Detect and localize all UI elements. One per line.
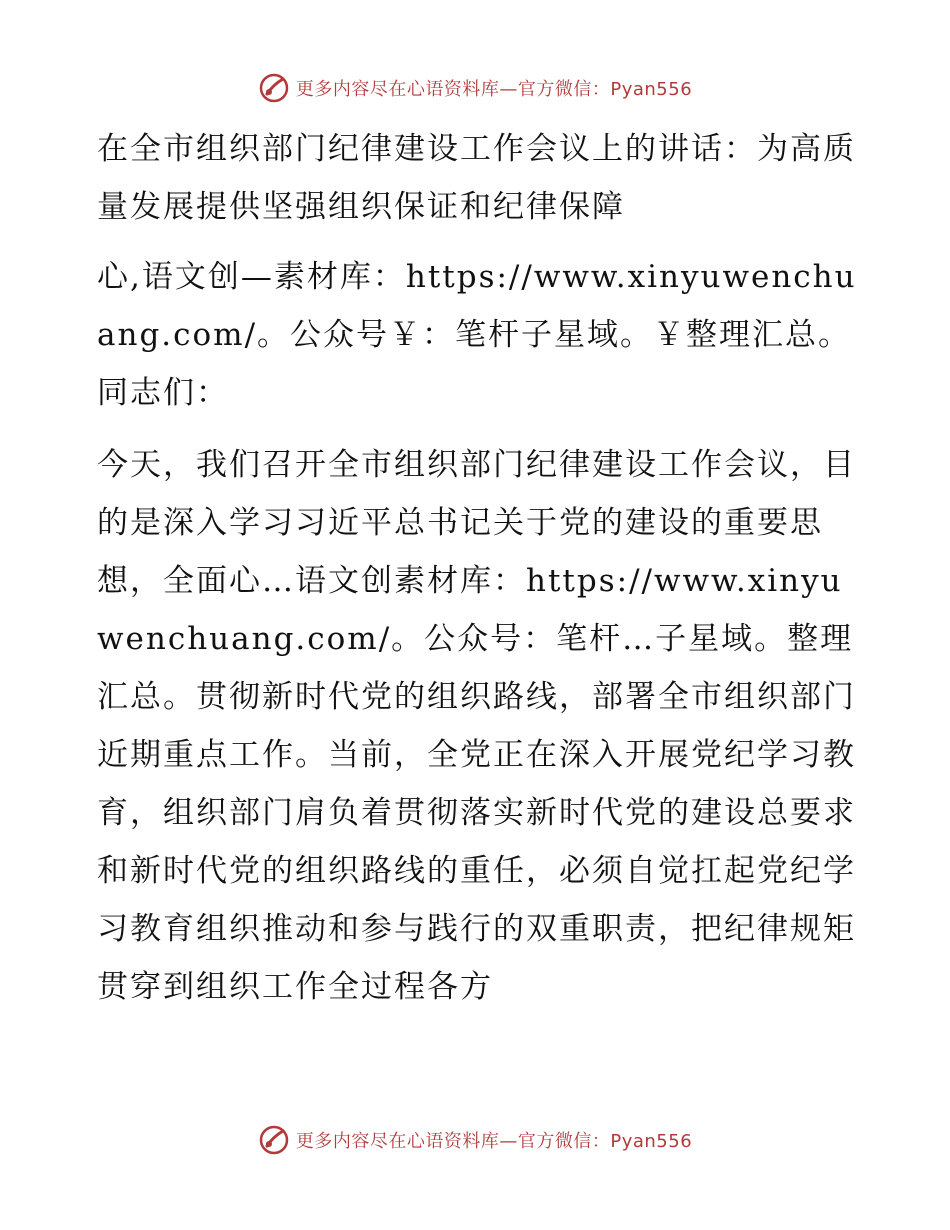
- paragraph-intro: 心,语文创—素材库：https://www.xinyuwenchuang.com/。公众号￥：笔杆子星域。￥整理汇总。同志们：: [97, 259, 857, 411]
- banner-text: 更多内容尽在心语资料库—官方微信：Pyan556: [295, 79, 693, 100]
- document-body: [97, 120, 857, 1030]
- banner-text: 更多内容尽在心语资料库—官方微信：Pyan556: [295, 1131, 693, 1152]
- header-banner: [0, 72, 950, 104]
- brush-logo-icon: [258, 72, 290, 104]
- footer-banner: [0, 1124, 950, 1156]
- document-title: 在全市组织部门纪律建设工作会议上的讲话：为高质量发展提供坚强组织保证和纪律保障: [97, 131, 856, 225]
- paragraph-main: 今天，我们召开全市组织部门纪律建设工作会议，目的是深入学习习近平总书记关于党的建设的重要思想，全面心…语文创素材库：https://www.xinyuwenchuang.com/。公众号：笔杆…子星域。整理汇总。贯彻新时代党的组织路线，部署全市组织部门近期重点工作。当前，全党正在深入开展党纪学习教育，组织部门肩负着贯彻落实新时代党的建设总要求和新时代党的组织路线的重任，必须自觉扛起党纪学习教育组织推动和参与践行的双重职责，把纪律规矩贯穿到组织工作全过程各方: [97, 447, 856, 1005]
- brush-logo-icon: [258, 1124, 290, 1156]
